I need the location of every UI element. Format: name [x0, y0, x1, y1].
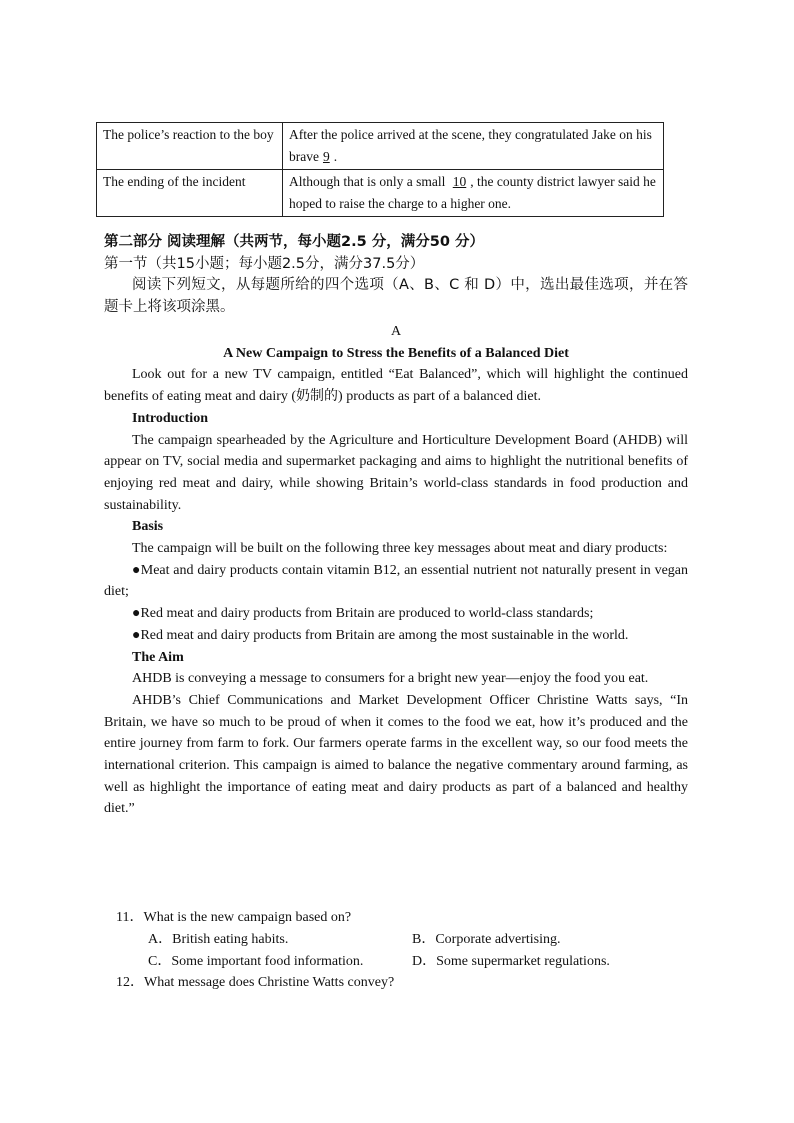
table-row [97, 170, 664, 217]
row-label: The ending of the incident [97, 170, 283, 217]
paragraph-introduction: The campaign spearheaded by the Agriculture and Horticulture Development Board (AHDB) will appear on TV, social media and supermarket packaging and aims to highlight the nutritional benefits of enjoying red meat and dairy, while showing Britain’s world-class standards in food production and sustainability. [104, 432, 688, 513]
option-a: A．British eating habits. [148, 932, 289, 947]
row-label: The police’s reaction to the boy [97, 123, 283, 170]
row-text-before: Although that is only a small [289, 174, 446, 189]
row-text-after: , the county district lawyer said he hoped to raise the charge to a higher one. [289, 174, 656, 211]
heading-aim: The Aim [132, 649, 184, 665]
row-text [283, 123, 664, 170]
passage-title: A New Campaign to Stress the Benefits of a Balanced Diet [223, 345, 569, 361]
row-text [283, 170, 664, 217]
paragraph-aim-2: AHDB’s Chief Communications and Market Development Officer Christine Watts says, “In Britain, we have so much to be proud of when it comes to the food we eat, how it’s produced and the entire journey from farm to fork. Our farmers operate farms in the excellent way, so our food meets the international criterion. This campaign is aimed to balance the negative commentary around farming, as well as highlight the importance of eating meat and dairy products as part of a balanced and healthy diet.” [104, 692, 688, 817]
heading-introduction: Introduction [132, 410, 208, 426]
part-title: 第二部分 阅读理解（共两节，每小题2.5 分，满分50 分） [104, 234, 485, 250]
passage-a [104, 321, 688, 820]
table-row [97, 123, 664, 170]
paragraph-basis: The campaign will be built on the following three key messages about meat and diary products: [132, 541, 668, 557]
bullet-item: ●Meat and dairy products contain vitamin B12, an essential nutrient not naturally present in vegan diet; [104, 562, 688, 600]
section-header [104, 232, 688, 319]
option-b: B．Corporate advertising. [412, 932, 561, 947]
option-d: D．Some supermarket regulations. [412, 954, 610, 969]
question-11: 11．What is the new campaign based on? [116, 910, 352, 925]
blank-10: 10 [452, 174, 467, 189]
blank-9: 9 [322, 149, 330, 164]
question-12: 12．What message does Christine Watts convey? [116, 975, 395, 990]
option-c: C．Some important food information. [148, 954, 364, 969]
bullet-item: ●Red meat and dairy products from Britain are produced to world-class standards; [132, 606, 594, 622]
instructions: 阅读下列短文，从每题所给的四个选项（A、B、C 和 D）中，选出最佳选项，并在答题卡上将该项涂黑。 [104, 277, 688, 316]
row-text-after: . [333, 149, 338, 164]
bullet-item: ●Red meat and dairy products from Britain are among the most sustainable in the world. [132, 627, 629, 643]
passage-intro: Look out for a new TV campaign, entitled “Eat Balanced”, which will highlight the continued benefits of eating meat and dairy (奶制的) products as part of a balanced diet. [104, 367, 688, 405]
answer-table [96, 122, 664, 217]
paragraph-aim-1: AHDB is conveying a message to consumers for a bright new year—enjoy the food you eat. [132, 671, 649, 687]
sub-title: 第一节（共15小题；每小题2.5分，满分37.5分） [104, 255, 425, 272]
heading-basis: Basis [132, 519, 164, 535]
row-text-before: After the police arrived at the scene, they congratulated Jake on his brave [289, 127, 652, 164]
passage-letter: A [390, 324, 402, 339]
